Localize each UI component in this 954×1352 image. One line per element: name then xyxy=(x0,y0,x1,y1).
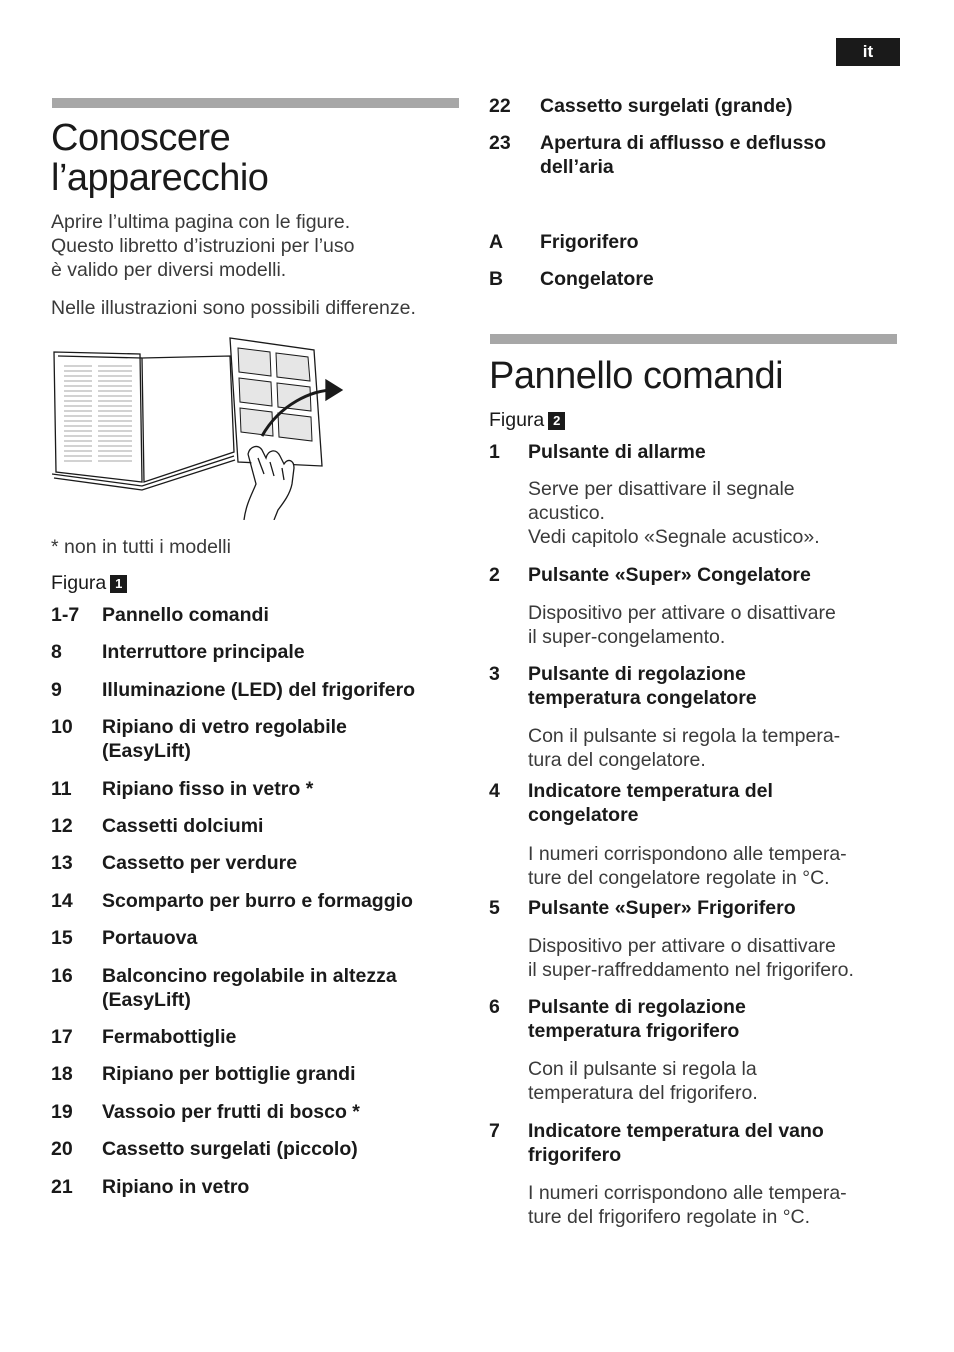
item-label xyxy=(540,94,920,118)
item-number: 22 xyxy=(489,95,511,117)
control-description xyxy=(528,1057,900,1105)
item-label xyxy=(102,814,482,838)
item-number: 12 xyxy=(51,815,73,837)
item-label-line-1: Vassoio per frutti di bosco * xyxy=(102,1101,360,1123)
item-label-line-2: (EasyLift) xyxy=(102,989,191,1011)
item-label-line-1: Indicatore temperatura del vano xyxy=(528,1120,824,1142)
item-number: 8 xyxy=(51,641,62,663)
control-description xyxy=(528,724,900,772)
item-number: 15 xyxy=(51,927,73,949)
description-line: temperatura del frigorifero. xyxy=(528,1082,758,1104)
item-label-line-1: Portauova xyxy=(102,927,198,949)
item-label-line-2: frigorifero xyxy=(528,1144,622,1166)
section-rule-right xyxy=(490,334,897,344)
item-label-line-1: Cassetto per verdure xyxy=(102,852,298,874)
item-label-line-1: Ripiano in vetro xyxy=(102,1176,250,1198)
description-line: Vedi capitolo «Segnale acustico». xyxy=(528,526,820,548)
language-badge: it xyxy=(836,38,900,66)
heading-line-2: l’apparecchio xyxy=(51,157,269,199)
item-label-line-1: Indicatore temperatura del xyxy=(528,780,773,802)
item-label xyxy=(102,1062,482,1086)
item-label-line-2: (EasyLift) xyxy=(102,740,191,762)
item-label xyxy=(102,1100,482,1124)
item-number: 16 xyxy=(51,965,73,987)
item-label-line-1: Ripiano per bottiglie grandi xyxy=(102,1063,356,1085)
control-description xyxy=(528,934,900,982)
item-label xyxy=(102,678,482,702)
booklet-illustration xyxy=(52,334,352,520)
description-line: Serve per disattivare il segnale xyxy=(528,478,795,500)
control-description xyxy=(528,477,900,549)
item-number: B xyxy=(489,268,504,290)
item-label xyxy=(102,851,482,875)
item-label-line-1: Fermabottiglie xyxy=(102,1026,237,1048)
item-number: 2 xyxy=(489,564,500,586)
item-number: A xyxy=(489,231,504,253)
item-number: 11 xyxy=(51,778,72,800)
item-label xyxy=(102,777,482,801)
item-label xyxy=(102,640,482,664)
description-line: Dispositivo per attivare o disattivare xyxy=(528,602,836,624)
description-line: Dispositivo per attivare o disattivare xyxy=(528,935,836,957)
item-label xyxy=(528,779,908,827)
item-number: 23 xyxy=(489,132,511,154)
description-line: Con il pulsante si regola la xyxy=(528,1058,757,1080)
item-label xyxy=(528,995,908,1043)
item-label xyxy=(528,1119,908,1167)
item-label xyxy=(540,230,920,254)
item-label-line-1: Frigorifero xyxy=(540,231,639,253)
figure-label-text: Figura xyxy=(489,409,545,431)
item-number: 5 xyxy=(489,897,500,919)
item-label xyxy=(102,603,482,627)
item-label-line-1: Balconcino regolabile in altezza xyxy=(102,965,397,987)
item-label-line-1: Illuminazione (LED) del frigorifero xyxy=(102,679,416,701)
description-line: I numeri corrispondono alle tempera- xyxy=(528,843,847,865)
item-label-line-1: Pulsante «Super» Frigorifero xyxy=(528,897,796,919)
item-label-line-1: Ripiano di vetro regolabile xyxy=(102,716,347,738)
item-label xyxy=(540,267,920,291)
item-number: 9 xyxy=(51,679,62,701)
item-label-line-1: Cassetto surgelati (grande) xyxy=(540,95,793,117)
item-label xyxy=(102,1175,482,1199)
differences-note: Nelle illustrazioni sono possibili differenze. xyxy=(51,297,416,319)
item-number: 6 xyxy=(489,996,500,1018)
item-number: 21 xyxy=(51,1176,73,1198)
item-label-line-2: congelatore xyxy=(528,804,639,826)
footnote: * non in tutti i modelli xyxy=(51,536,231,558)
item-number: 18 xyxy=(51,1063,73,1085)
item-label xyxy=(540,131,920,179)
item-label xyxy=(102,926,482,950)
item-label-line-2: temperatura frigorifero xyxy=(528,1020,740,1042)
description-line: ture del frigorifero regolate in °C. xyxy=(528,1206,811,1228)
item-label-line-1: Interruttore principale xyxy=(102,641,305,663)
intro-line-1: Aprire l’ultima pagina con le figure. xyxy=(51,211,351,233)
control-description xyxy=(528,601,900,649)
item-label xyxy=(528,563,908,587)
item-label xyxy=(102,715,482,763)
description-line: Con il pulsante si regola la tempera- xyxy=(528,725,841,747)
figure-1-label xyxy=(51,572,127,595)
intro-paragraph xyxy=(51,210,354,282)
item-label-line-2: dell’aria xyxy=(540,156,614,178)
description-line: acustico. xyxy=(528,502,605,524)
item-label xyxy=(528,662,908,710)
description-line: tura del congelatore. xyxy=(528,749,706,771)
item-label-line-1: Ripiano fisso in vetro * xyxy=(102,778,314,800)
item-number: 17 xyxy=(51,1026,73,1048)
description-line: I numeri corrispondono alle tempera- xyxy=(528,1182,847,1204)
description-line: ture del congelatore regolate in °C. xyxy=(528,867,830,889)
item-label xyxy=(102,964,482,1012)
description-line: il super-congelamento. xyxy=(528,626,726,648)
item-number: 10 xyxy=(51,716,73,738)
item-label xyxy=(102,1137,482,1161)
intro-line-3: è valido per diversi modelli. xyxy=(51,259,287,281)
item-label-line-1: Apertura di afflusso e deflusso xyxy=(540,132,827,154)
intro-line-2: Questo libretto d’istruzioni per l’uso xyxy=(51,235,355,257)
item-number: 20 xyxy=(51,1138,73,1160)
item-label xyxy=(528,896,908,920)
control-description xyxy=(528,842,900,890)
figure-label-text: Figura xyxy=(51,572,107,594)
section-heading-conoscere xyxy=(51,118,268,198)
item-label-line-1: Cassetti dolciumi xyxy=(102,815,264,837)
item-number: 19 xyxy=(51,1101,73,1123)
item-label-line-1: Scomparto per burro e formaggio xyxy=(102,890,413,912)
item-number: 14 xyxy=(51,890,73,912)
item-number: 3 xyxy=(489,663,500,685)
section-heading-pannello: Pannello comandi xyxy=(489,355,784,397)
section-rule-left xyxy=(52,98,459,108)
item-number: 13 xyxy=(51,852,73,874)
item-label-line-1: Pulsante di regolazione xyxy=(528,663,746,685)
item-label xyxy=(102,889,482,913)
figure-2-label xyxy=(489,409,565,432)
item-label xyxy=(528,440,908,464)
figure-number-badge: 1 xyxy=(110,575,127,593)
item-label-line-2: temperatura congelatore xyxy=(528,687,757,709)
item-label-line-1: Pulsante di regolazione xyxy=(528,996,746,1018)
item-label xyxy=(102,1025,482,1049)
figure-number-badge: 2 xyxy=(548,412,565,430)
control-description xyxy=(528,1181,900,1229)
item-number: 7 xyxy=(489,1120,500,1142)
heading-line-1: Conoscere xyxy=(51,117,231,159)
item-number: 1-7 xyxy=(51,604,80,626)
item-label-line-1: Congelatore xyxy=(540,268,654,290)
description-line: il super-raffreddamento nel frigorifero. xyxy=(528,959,854,981)
item-label-line-1: Pulsante «Super» Congelatore xyxy=(528,564,811,586)
item-label-line-1: Cassetto surgelati (piccolo) xyxy=(102,1138,358,1160)
item-label-line-1: Pannello comandi xyxy=(102,604,269,626)
item-label-line-1: Pulsante di allarme xyxy=(528,441,706,463)
item-number: 4 xyxy=(489,780,500,802)
item-number: 1 xyxy=(489,441,500,463)
